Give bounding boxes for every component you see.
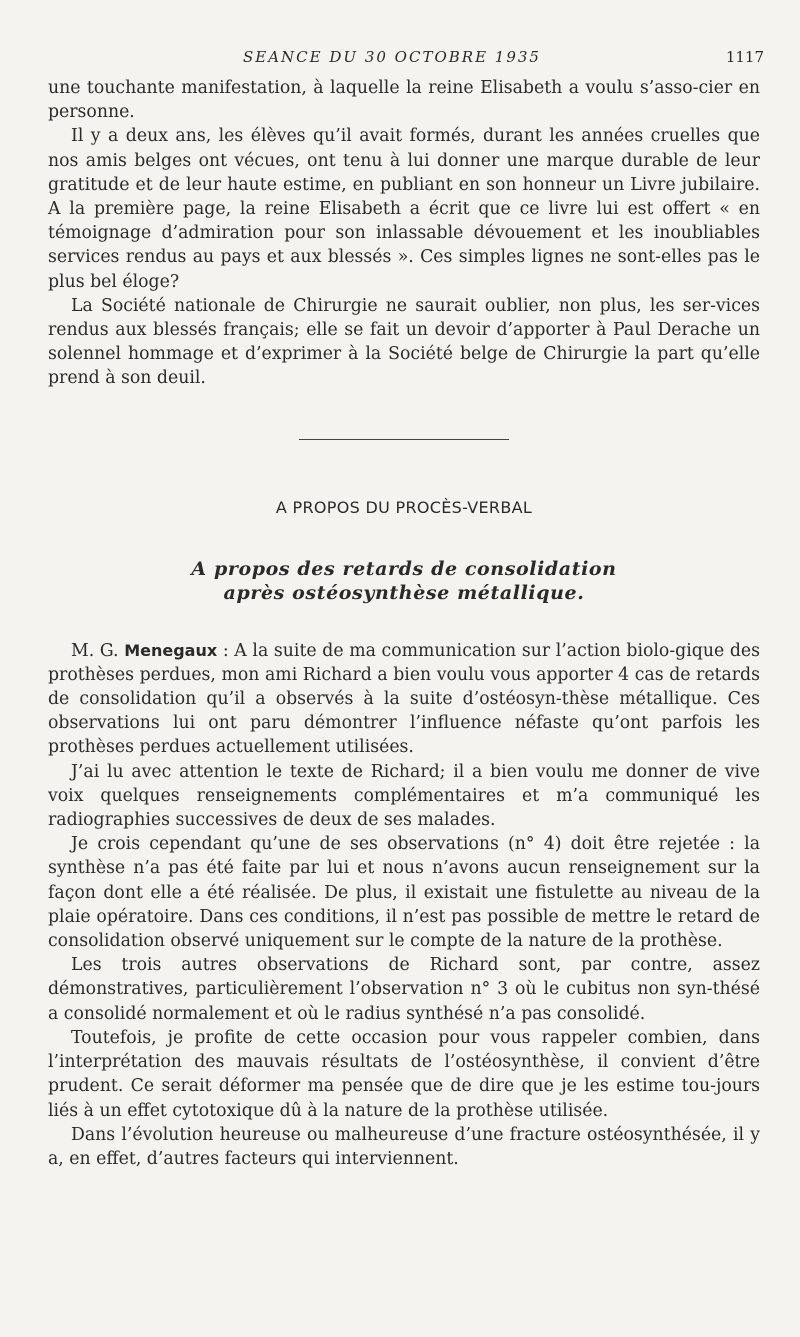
article-title (48, 557, 760, 605)
page-number: 1117 (725, 48, 764, 66)
paragraph: une touchante manifestation, à laquelle la reine Elisabeth a voulu s’asso-cier en personne. (48, 78, 760, 123)
intro-text (48, 76, 760, 391)
paragraph: Les trois autres observations de Richard sont, par contre, assez démonstratives, particulièrement l’observation n° 3 où le cubitus non syn-thésé a consolidé normalement et où le radius synthésé n’a pas consolidé. (48, 955, 760, 1024)
author-prefix: M. G. (71, 640, 119, 661)
article-title-line: A propos des retards de consolidation (191, 557, 617, 580)
paragraph: Dans l’évolution heureuse ou malheureuse d’une fracture ostéosynthésée, il y a, en effet, d’autres facteurs qui interviennent. (48, 1124, 760, 1169)
paragraph (48, 639, 760, 760)
paragraph: Il y a deux ans, les élèves qu’il avait formés, durant les années cruelles que nos amis belges ont vécues, ont tenu à lui donner une marque durable de leur gratitude et de leur haute estime, en publiant en son honneur un Livre jubilaire. A la première page, la reine Elisabeth a écrit que ce livre lui est offert « en témoignage d’admiration pour son inlassable dévouement et les inoubliables services rendus au pays et aux blessés ». Ces simples lignes ne sont-elles pas le plus bel éloge? (48, 126, 760, 292)
paragraph-text: : A la suite de ma communication sur l’action biolo-gique des prothèses perdues, mon ami Richard a bien voulu vous apporter 4 cas de retards de consolidation qu’il a observés à la suite d’ostéosyn-thèse métallique. Ces observations lui ont paru démontrer l’influence néfaste qu’ont parfois les prothèses perdues actuellement utilisées. (48, 640, 760, 758)
paragraph: J’ai lu avec attention le texte de Richard; il a bien voulu me donner de vive voix quelques renseignements complémentaires et m’a communiqué les radiographies successives de deux de ses malades. (48, 761, 760, 831)
document-page (48, 48, 764, 1171)
running-title: SEANCE DU 30 OCTOBRE 1935 (243, 48, 541, 66)
article-title-line: après ostéosynthèse métallique. (223, 581, 585, 604)
section-divider (299, 439, 509, 440)
author-name: Menegaux (124, 640, 218, 660)
paragraph: La Société nationale de Chirurgie ne saurait oublier, non plus, les ser-vices rendus aux blessés français; elle se fait un devoir d’apporter à Paul Derache un solennel hommage et d’exprimer à la Société belge de Chirurgie la part qu’elle prend à son deuil. (48, 295, 760, 389)
section-heading: A PROPOS DU PROCÈS-VERBAL (275, 497, 533, 517)
article-body (48, 639, 760, 1171)
paragraph: Toutefois, je profite de cette occasion pour vous rappeler combien, dans l’interprétation des mauvais résultats de l’ostéosynthèse, il convient d’être prudent. Ce serait déformer ma pensée que de dire que je les estime tou-jours liés à un effet cytotoxique dû à la nature de la prothèse utilisée. (48, 1027, 760, 1121)
paragraph: Je crois cependant qu’une de ses observations (n° 4) doit être rejetée : la synthèse n’a pas été faite par lui et nous n’avons aucun renseignement sur la façon dont elle a été réalisée. De plus, il existait une fistulette au niveau de la plaie opératoire. Dans ces conditions, il n’est pas possible de mettre le retard de consolidation observé uniquement sur le compte de la nature de la prothèse. (48, 834, 760, 952)
running-header (48, 48, 764, 76)
